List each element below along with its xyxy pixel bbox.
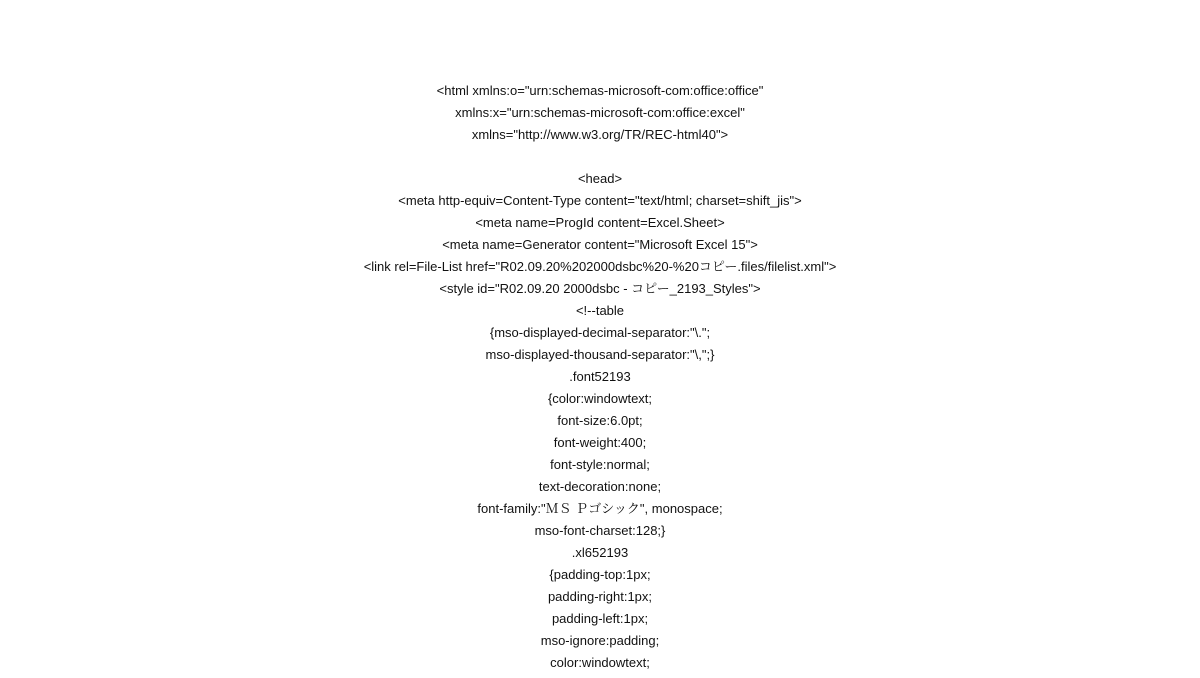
code-line	[0, 146, 1200, 168]
code-line: mso-font-charset:128;}	[534, 523, 666, 538]
code-line: xmlns:x="urn:schemas-microsoft-com:office:excel"	[455, 105, 745, 120]
code-line: {color:windowtext;	[547, 391, 653, 406]
code-line: .font52193	[569, 369, 631, 384]
code-line: <html xmlns:o="urn:schemas-microsoft-com:office:office"	[436, 83, 764, 98]
code-line: <meta name=Generator content="Microsoft Excel 15">	[442, 237, 758, 252]
code-line: text-decoration:none;	[538, 479, 662, 494]
code-line: color:windowtext;	[550, 655, 650, 670]
code-line: mso-ignore:padding;	[540, 633, 660, 648]
code-line: font-style:normal;	[550, 457, 650, 472]
code-line: .xl652193	[571, 545, 629, 560]
code-line: <head>	[577, 171, 623, 186]
code-line: mso-displayed-thousand-separator:"\,";}	[485, 347, 715, 362]
code-line: <style id="R02.09.20 2000dsbc - コピー_2193_Styles">	[439, 281, 761, 296]
code-line: <!--table	[575, 303, 625, 318]
code-line: <meta http-equiv=Content-Type content="text/html; charset=shift_jis">	[398, 193, 802, 208]
code-line: padding-right:1px;	[547, 589, 653, 604]
code-line: {mso-displayed-decimal-separator:"\.";	[489, 325, 711, 340]
code-line: <link rel=File-List href="R02.09.20%202000dsbc%20-%20コピー.files/filelist.xml">	[363, 259, 837, 274]
code-line: font-weight:400;	[553, 435, 647, 450]
code-line: font-size:6.0pt;	[557, 413, 643, 428]
code-line: font-family:"ＭＳ Ｐゴシック", monospace;	[477, 501, 723, 516]
code-line: padding-left:1px;	[551, 611, 649, 626]
source-code-text	[0, 80, 1200, 674]
code-line: {padding-top:1px;	[549, 567, 651, 582]
code-line: xmlns="http://www.w3.org/TR/REC-html40">	[471, 127, 729, 142]
code-line: <meta name=ProgId content=Excel.Sheet>	[475, 215, 725, 230]
